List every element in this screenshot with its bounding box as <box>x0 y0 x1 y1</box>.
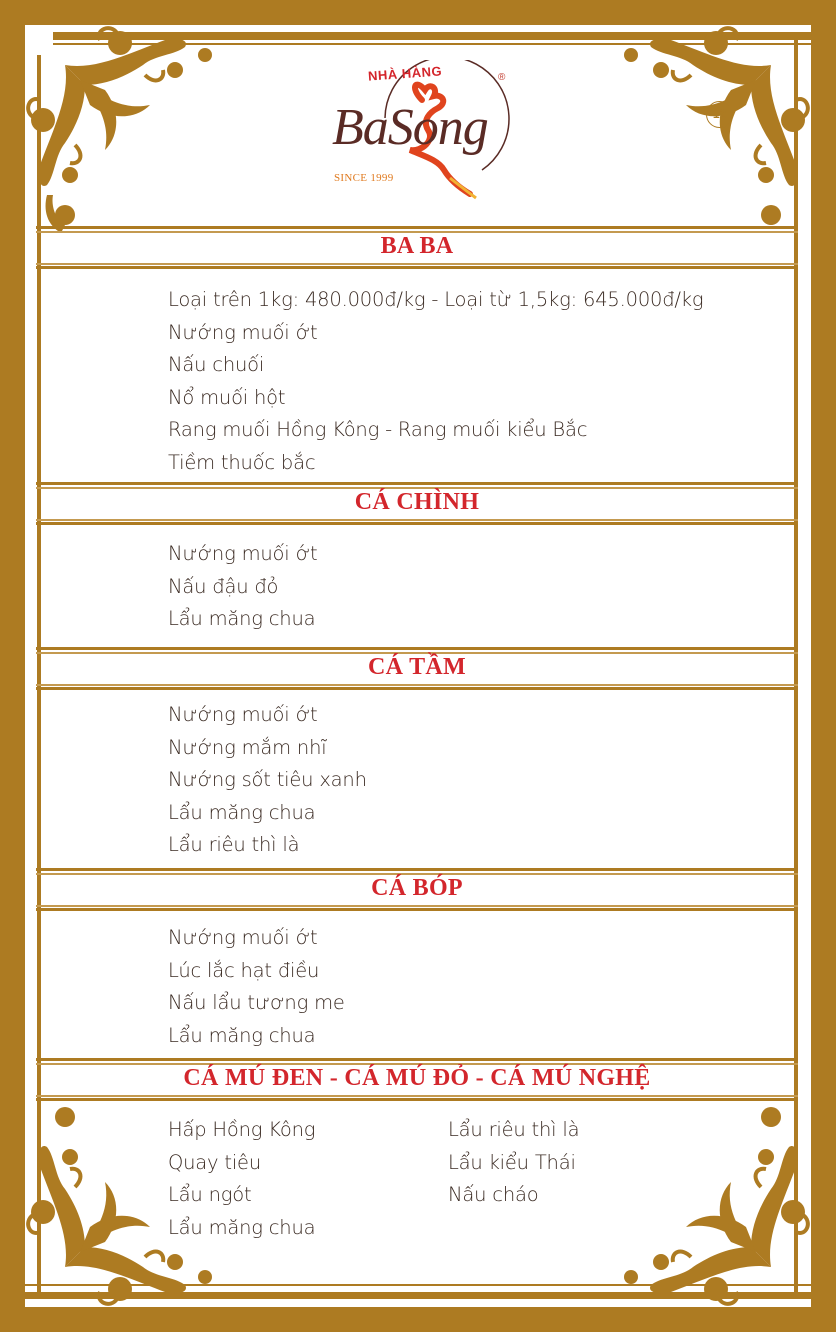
menu-item: Lẩu riêu thì là <box>168 833 300 856</box>
corner-ornament-icon <box>621 25 811 235</box>
section-items-ca-mu-col1 <box>168 1114 315 1244</box>
section-header-ca-tam <box>36 645 798 690</box>
menu-item: Quay tiêu <box>168 1150 262 1174</box>
menu-item-price: Loại trên 1kg: 480.000đ/kg - Loại từ 1,5kg: 645.000đ/kg <box>168 288 704 311</box>
menu-item: Nấu cháo <box>448 1183 539 1206</box>
registered-mark: ® <box>498 72 506 83</box>
menu-item: Nấu đậu đỏ <box>168 574 279 598</box>
menu-item: Lẩu riêu thì là <box>448 1118 580 1141</box>
corner-ornament-icon <box>621 1097 811 1307</box>
menu-item: Nướng sốt tiêu xanh <box>168 768 367 791</box>
section-title: BA BA <box>380 233 454 259</box>
section-title: CÁ CHÌNH <box>354 489 480 515</box>
section-header-ca-chinh <box>36 480 798 525</box>
menu-item: Nướng muối ớt <box>168 320 318 344</box>
section-title: CÁ TẦM <box>367 654 467 680</box>
menu-item: Nướng muối ớt <box>168 926 318 949</box>
menu-item: Lẩu măng chua <box>168 607 316 630</box>
logo-since-text: SINCE 1999 <box>334 172 394 184</box>
section-items-ca-bop <box>168 922 345 1052</box>
section-header-ca-bop <box>36 866 798 911</box>
menu-item: Lẩu măng chua <box>168 800 316 824</box>
section-header-ca-mu <box>36 1056 798 1101</box>
section-title: CÁ MÚ ĐEN - CÁ MÚ ĐỎ - CÁ MÚ NGHỆ <box>183 1065 651 1091</box>
section-items-ca-chinh <box>168 538 318 636</box>
menu-item: Nướng muối ớt <box>168 542 318 565</box>
menu-item: Nướng mắm nhĩ <box>168 735 327 759</box>
menu-item: Lẩu kiểu Thái <box>448 1150 576 1174</box>
menu-item: Nấu chuối <box>168 353 265 376</box>
corner-ornament-icon <box>25 25 215 235</box>
section-header-ba-ba <box>36 224 798 269</box>
section-items-ca-tam <box>168 699 367 862</box>
logo-brand-name: BaSong <box>332 99 488 156</box>
section-title: CÁ BÓP <box>371 875 463 901</box>
menu-item: Lẩu măng chua <box>168 1215 316 1239</box>
menu-item: Hấp Hồng Kông <box>168 1118 316 1141</box>
menu-item: Lẩu ngót <box>168 1183 252 1206</box>
page-number-badge: 12 <box>706 101 733 128</box>
logo-top-text: NHÀ HÀNG <box>367 63 443 84</box>
section-items-ca-mu-col2 <box>448 1114 579 1212</box>
restaurant-logo <box>330 60 520 200</box>
menu-item: Nướng muối ớt <box>168 703 318 726</box>
menu-item: Nấu lẩu tương me <box>168 991 345 1014</box>
menu-item: Lẩu măng chua <box>168 1023 316 1047</box>
menu-item: Rang muối Hồng Kông - Rang muối kiểu Bắc <box>168 418 588 441</box>
menu-item: Nổ muối hột <box>168 385 286 409</box>
section-items-ba-ba <box>168 284 703 479</box>
menu-item: Tiềm thuốc bắc <box>168 450 316 474</box>
menu-item: Lúc lắc hạt điều <box>168 958 320 982</box>
